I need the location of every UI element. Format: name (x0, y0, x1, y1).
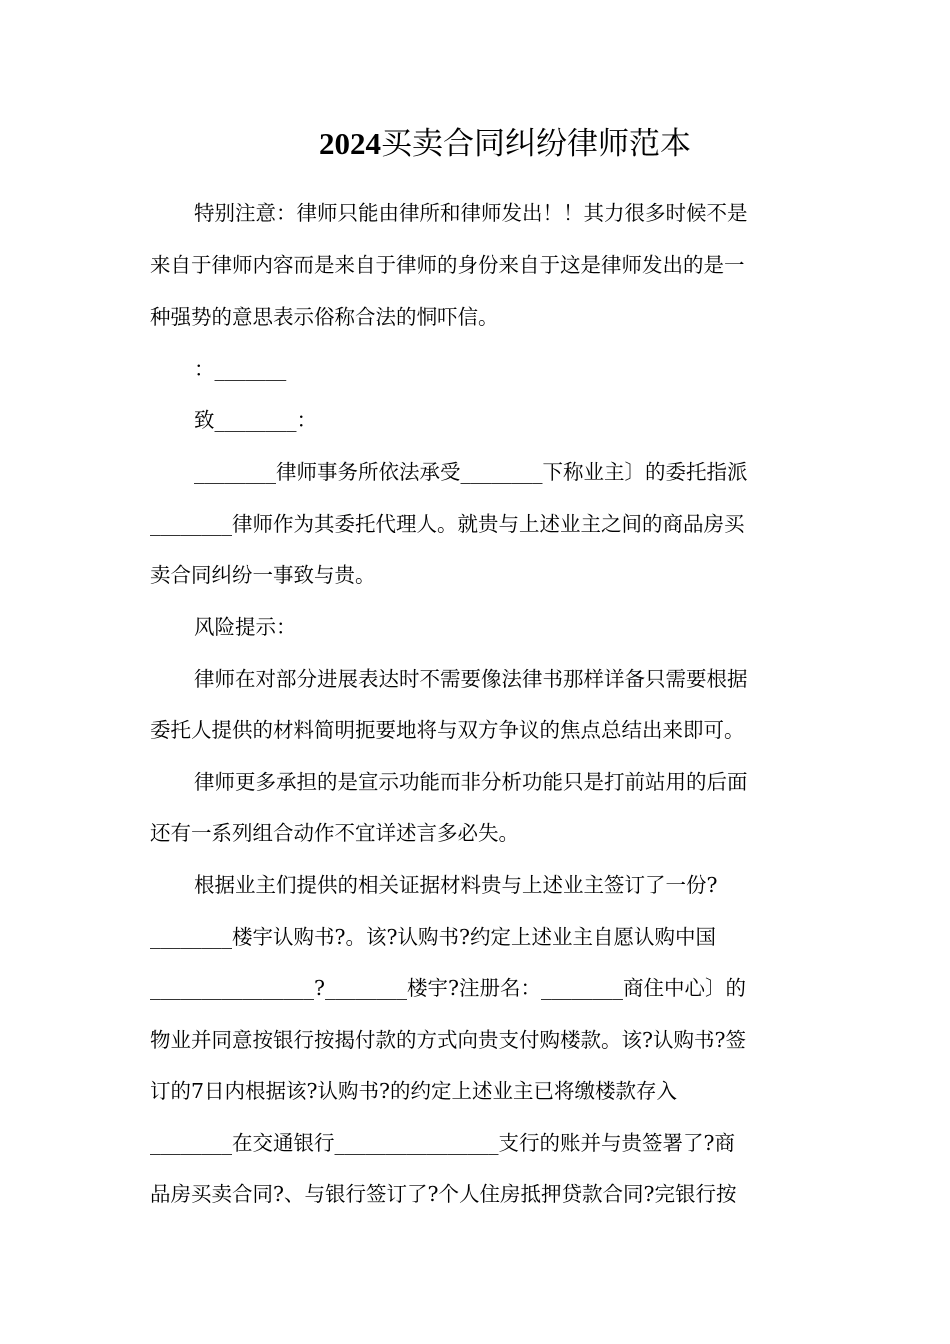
paragraph-line: 根据业主们提供的相关证据材料贵与上述业主签订了一份? (194, 873, 718, 897)
paragraph-line: ________律师作为其委托代理人。就贵与上述业主之间的商品房买 (150, 512, 745, 536)
paragraph-line: 订的7日内根据该?认购书?的约定上述业主已将缴楼款存入 (150, 1079, 678, 1103)
paragraph-line: ________律师事务所依法承受________下称业主〕的委托指派 (194, 460, 748, 484)
paragraph-line: ________________?________楼宇?注册名：________商住中心〕的 (150, 976, 746, 1000)
paragraph-line: 还有一系列组合动作不宜详述言多必失。 (150, 821, 519, 845)
paragraph-line: 品房买卖合同?、与银行签订了?个人住房抵押贷款合同?完银行按 (150, 1182, 737, 1206)
document-title (0, 122, 950, 166)
section-heading: 风险提示： (194, 615, 297, 639)
paragraph-line: 律师更多承担的是宣示功能而非分析功能只是打前站用的后面 (194, 770, 748, 794)
paragraph-line: 卖合同纠纷一事致与贵。 (150, 563, 376, 587)
paragraph-line: 致________： (194, 408, 317, 432)
paragraph-line: ________在交通银行________________支行的账并与贵签署了?商 (150, 1131, 735, 1155)
title-year: 2024 (319, 126, 381, 161)
paragraph-line: 种强势的意思表示俗称合法的恫吓信。 (150, 305, 499, 329)
paragraph-line: 委托人提供的材料简明扼要地将与双方争议的焦点总结出来即可。 (150, 718, 745, 742)
paragraph-line: 来自于律师内容而是来自于律师的身份来自于这是律师发出的是一 (150, 253, 745, 277)
title-text: 买卖合同纠纷律师范本 (381, 126, 691, 162)
paragraph-line: 特别注意：律师只能由律所和律师发出！！其力很多时候不是 (194, 201, 748, 225)
paragraph-line: 律师在对部分进展表达时不需要像法律书那样详备只需要根据 (194, 667, 748, 691)
paragraph-line: 物业并同意按银行按揭付款的方式向贵支付购楼款。该?认购书?签 (150, 1028, 746, 1052)
paragraph-line: ________楼宇认购书?。该?认购书?约定上述业主自愿认购中国 (150, 925, 716, 949)
paragraph-line: ：_______ (194, 357, 287, 381)
